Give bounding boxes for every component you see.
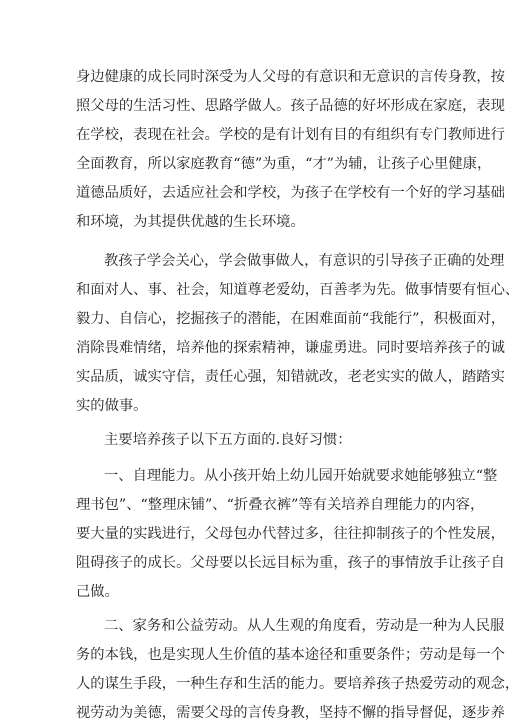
text-line: 道德品质好，去适应社会和学校，为孩子在学校有一个好的学习基础 xyxy=(76,185,505,201)
text-line: 阻碍孩子的成长。父母要以长远目标为重，孩子的事情放手让孩子自 xyxy=(76,555,505,571)
text-line: 视劳动为美德，需要父母的言传身教，坚持不懈的指导督促，逐步养 xyxy=(76,705,505,721)
text-line: 理书包”、“整理床铺”、“折叠衣裤”等有关培养自理能力的内容， xyxy=(76,497,485,513)
text-line: 务的本钱，也是实现人生价值的基本途径和重要条件；劳动是每一个 xyxy=(76,647,505,663)
text-line: 毅力、自信心，挖掘孩子的潜能，在困难面前“我能行”，积极面对， xyxy=(76,311,506,327)
text-line: 要大量的实践进行，父母包办代替过多，往往抑制孩子的个性发展， xyxy=(76,526,505,542)
text-line: 照父母的生活习性、思路学做人。孩子品德的好坏形成在家庭，表现 xyxy=(76,98,505,114)
text-line: 和面对人、事、社会，知道尊老爱幼，百善孝为先。做事情要有恒心、 xyxy=(76,282,519,298)
text-line: 全面教育，所以家庭教育“德”为重，“才”为辅，让孩子心里健康， xyxy=(76,156,492,172)
text-line: 和环境，为其提供优越的生长环境。 xyxy=(76,214,305,230)
text-line: 消除畏难情绪，培养他的探索精神，谦虚勇进。同时要培养孩子的诚 xyxy=(76,340,505,356)
text-line: 教孩子学会关心，学会做事做人，有意识的引导孩子正确的处理 xyxy=(104,253,505,269)
text-line: 一、自理能力。从小孩开始上幼儿园开始就要求她能够独立“整 xyxy=(104,468,498,484)
text-line: 身边健康的成长同时深受为人父母的有意识和无意识的言传身教，按 xyxy=(76,69,505,85)
text-line: 人的谋生手段，一种生存和生活的能力。要培养孩子热爱劳动的观念， xyxy=(76,676,519,692)
text-line: 在学校，表现在社会。学校的是有计划有目的有组织有专门教师进行 xyxy=(76,127,505,143)
text-line: 二、家务和公益劳动。从人生观的角度看，劳动是一种为人民服 xyxy=(104,618,505,634)
text-line: 实的做事。 xyxy=(76,398,148,414)
text-line: 实品质，诚实守信，责任心强，知错就改，老老实实的做人，踏踏实 xyxy=(76,369,505,385)
text-line: 主要培养孩子以下五方面的.良好习惯： xyxy=(104,432,352,448)
text-line: 己做。 xyxy=(76,584,119,600)
